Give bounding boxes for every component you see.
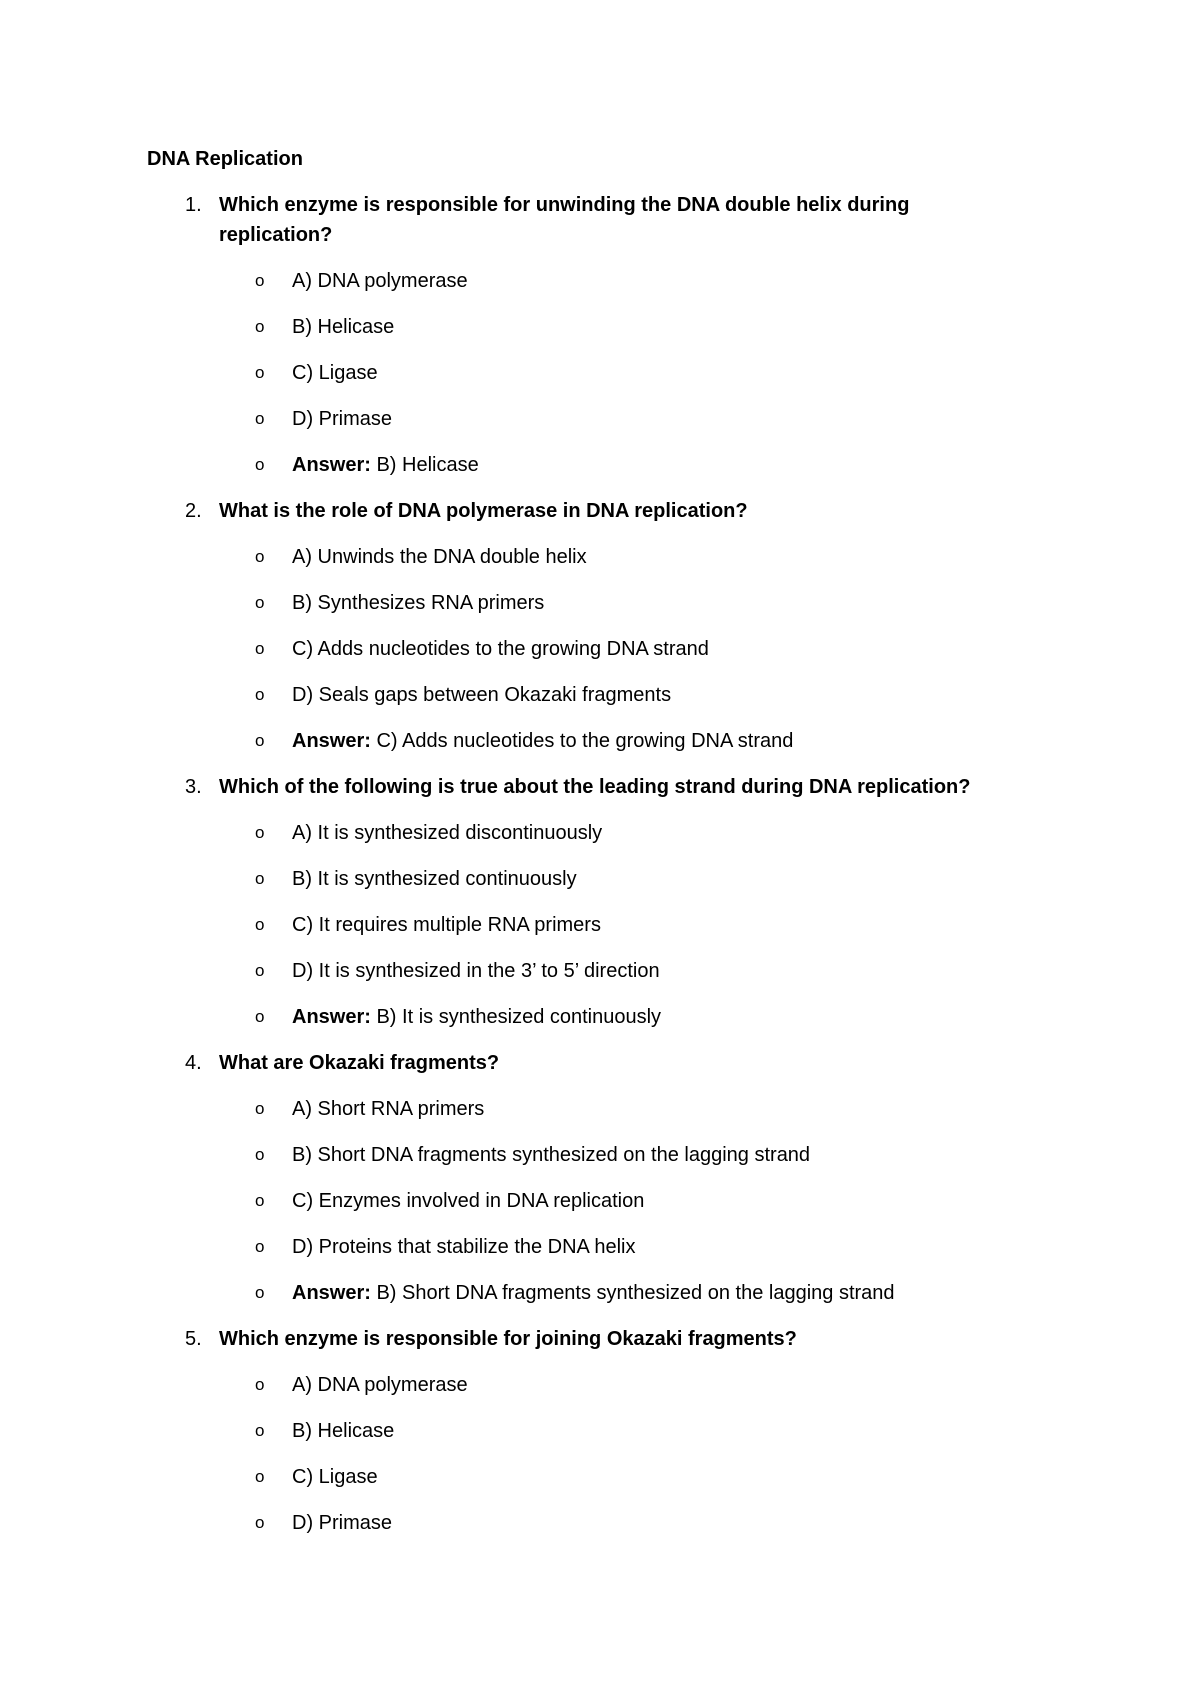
answer-label: Answer: xyxy=(292,730,371,752)
question-text xyxy=(219,1324,969,1354)
bullet-icon: o xyxy=(255,1191,265,1210)
option-item xyxy=(0,404,1200,434)
answer-item xyxy=(0,726,1200,756)
bullet-icon: o xyxy=(255,1145,265,1164)
bullet-icon: o xyxy=(255,547,265,566)
bullet-icon: o xyxy=(255,271,265,290)
bullet-icon: o xyxy=(255,1099,265,1118)
answer-text xyxy=(292,1278,895,1308)
option-item xyxy=(0,864,1200,894)
bullet-icon: o xyxy=(255,455,265,474)
option-text: B) Helicase xyxy=(292,316,395,338)
bullet-icon: o xyxy=(255,823,265,842)
option-text: C) Adds nucleotides to the growing DNA strand xyxy=(292,638,709,660)
option-item xyxy=(0,1462,1200,1492)
bullet-icon: o xyxy=(255,317,265,336)
option-item xyxy=(0,910,1200,940)
option-item xyxy=(0,1140,1200,1170)
answer-text xyxy=(292,450,479,480)
option-item xyxy=(0,818,1200,848)
option-item xyxy=(0,312,1200,342)
option-text: D) Proteins that stabilize the DNA helix xyxy=(292,1236,636,1258)
option-text: A) Unwinds the DNA double helix xyxy=(292,546,587,568)
answer-value: B) It is synthesized continuously xyxy=(376,1006,662,1028)
bullet-icon: o xyxy=(255,915,265,934)
question-line: Which of the following is true about the leading strand during DNA replication? xyxy=(219,776,971,798)
bullet-icon: o xyxy=(255,1375,265,1394)
bullet-icon: o xyxy=(255,731,265,750)
option-item xyxy=(0,634,1200,664)
question-number: 5. xyxy=(185,1328,202,1350)
bullet-icon: o xyxy=(255,1007,265,1026)
answer-value: B) Helicase xyxy=(376,454,479,476)
option-item xyxy=(0,1416,1200,1446)
answer-label: Answer: xyxy=(292,1006,371,1028)
question-text xyxy=(219,190,969,250)
bullet-icon: o xyxy=(255,869,265,888)
question-number: 2. xyxy=(185,500,202,522)
bullet-icon: o xyxy=(255,1283,265,1302)
document-title: DNA Replication xyxy=(147,148,303,170)
question-line: Which enzyme is responsible for joining Okazaki fragments? xyxy=(219,1328,797,1350)
option-text: B) It is synthesized continuously xyxy=(292,868,577,890)
option-text: A) Short RNA primers xyxy=(292,1098,485,1120)
answer-value: B) Short DNA fragments synthesized on the lagging strand xyxy=(376,1282,895,1304)
answer-item xyxy=(0,1278,1200,1308)
question-line: What is the role of DNA polymerase in DNA replication? xyxy=(219,500,748,522)
option-item xyxy=(0,1370,1200,1400)
option-text: D) Primase xyxy=(292,1512,393,1534)
option-text: B) Short DNA fragments synthesized on the lagging strand xyxy=(292,1144,811,1166)
bullet-icon: o xyxy=(255,363,265,382)
answer-value: C) Adds nucleotides to the growing DNA strand xyxy=(376,730,794,752)
option-item xyxy=(0,266,1200,296)
answer-label: Answer: xyxy=(292,454,371,476)
bullet-icon: o xyxy=(255,1237,265,1256)
answer-text xyxy=(292,726,793,756)
bullet-icon: o xyxy=(255,961,265,980)
bullet-icon: o xyxy=(255,1467,265,1486)
answer-text xyxy=(292,1002,661,1032)
question-line: Which enzyme is responsible for unwinding the DNA double helix during xyxy=(219,194,910,216)
option-item xyxy=(0,1508,1200,1538)
bullet-icon: o xyxy=(255,593,265,612)
option-text: D) It is synthesized in the 3’ to 5’ direction xyxy=(292,960,660,982)
question-number: 1. xyxy=(185,194,202,216)
answer-label: Answer: xyxy=(292,1282,371,1304)
question-line: replication? xyxy=(219,224,333,246)
question-number: 4. xyxy=(185,1052,202,1074)
option-item xyxy=(0,1232,1200,1262)
option-item xyxy=(0,956,1200,986)
answer-item xyxy=(0,450,1200,480)
question-text xyxy=(219,772,1049,802)
option-text: B) Helicase xyxy=(292,1420,395,1442)
option-text: A) DNA polymerase xyxy=(292,270,468,292)
option-text: A) DNA polymerase xyxy=(292,1374,468,1396)
option-text: B) Synthesizes RNA primers xyxy=(292,592,545,614)
option-item xyxy=(0,588,1200,618)
bullet-icon: o xyxy=(255,685,265,704)
option-text: C) It requires multiple RNA primers xyxy=(292,914,601,936)
option-item xyxy=(0,358,1200,388)
bullet-icon: o xyxy=(255,1421,265,1440)
option-text: A) It is synthesized discontinuously xyxy=(292,822,603,844)
option-item xyxy=(0,1094,1200,1124)
option-text: C) Ligase xyxy=(292,362,378,384)
option-item xyxy=(0,680,1200,710)
answer-item xyxy=(0,1002,1200,1032)
option-text: D) Seals gaps between Okazaki fragments xyxy=(292,684,672,706)
question-number: 3. xyxy=(185,776,202,798)
bullet-icon: o xyxy=(255,409,265,428)
option-text: C) Enzymes involved in DNA replication xyxy=(292,1190,645,1212)
option-text: D) Primase xyxy=(292,408,393,430)
option-item xyxy=(0,542,1200,572)
question-line: What are Okazaki fragments? xyxy=(219,1052,500,1074)
option-item xyxy=(0,1186,1200,1216)
option-text: C) Ligase xyxy=(292,1466,378,1488)
bullet-icon: o xyxy=(255,639,265,658)
bullet-icon: o xyxy=(255,1513,265,1532)
question-text xyxy=(219,1048,969,1078)
question-text xyxy=(219,496,969,526)
